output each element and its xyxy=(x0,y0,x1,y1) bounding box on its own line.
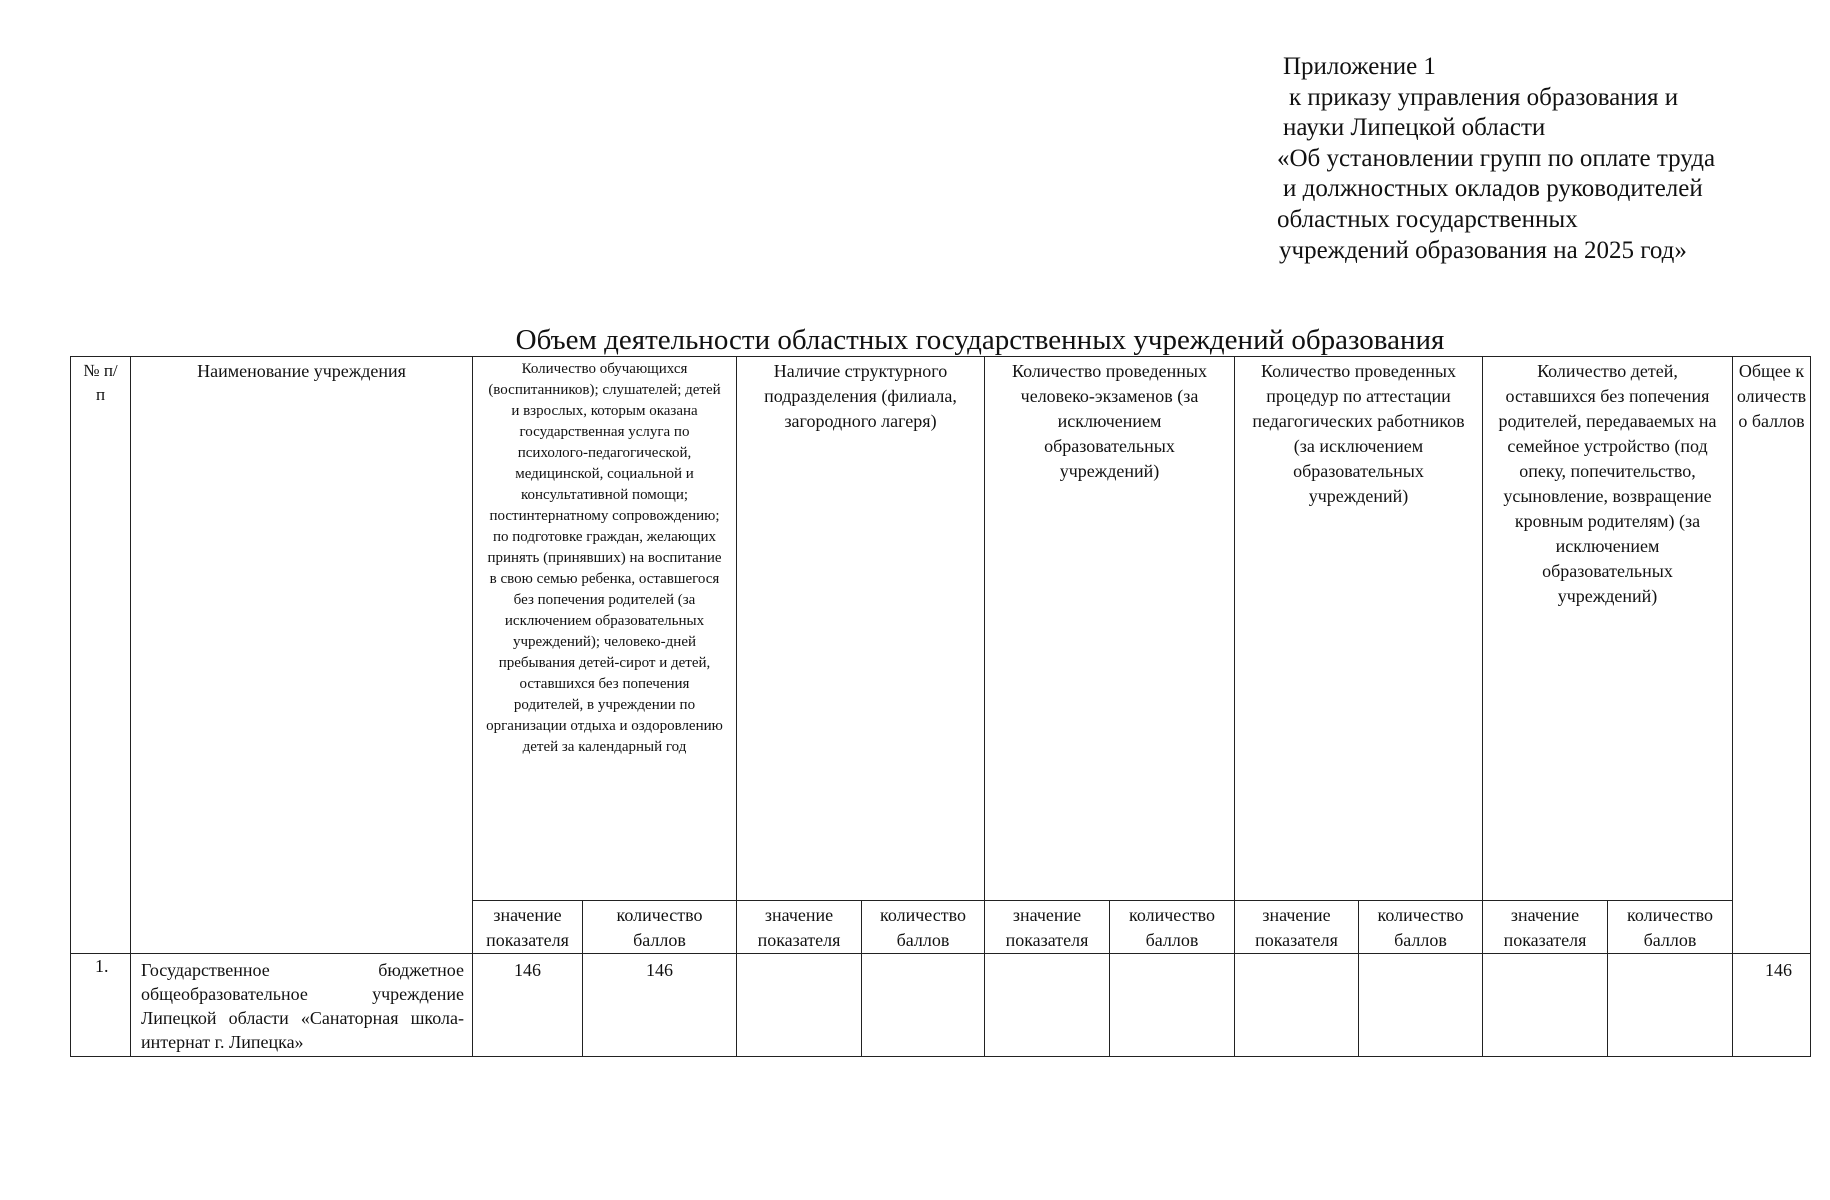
header-name: Наименование учреждения xyxy=(131,357,473,954)
institution-name: Государственное бюджетное общеобразовательное учреждение Липецкой области «Санаторная школа-интернат г. Липецка» xyxy=(131,954,473,1057)
appendix-line: к приказу управления образования и xyxy=(1289,83,1679,111)
subheader-value: значение показателя xyxy=(1483,901,1608,954)
subheader-value: значение показателя xyxy=(737,901,862,954)
appendix-line: Приложение 1 xyxy=(1283,53,1436,80)
table-row xyxy=(71,954,1811,1057)
exams-value xyxy=(985,954,1110,1057)
exams-points xyxy=(1110,954,1235,1057)
students-value: 146 xyxy=(473,954,583,1057)
structural-unit-points xyxy=(862,954,985,1057)
subheader-points: количество баллов xyxy=(862,901,985,954)
children-value xyxy=(1483,954,1608,1057)
subheader-value: значение показателя xyxy=(985,901,1110,954)
appendix-block xyxy=(1277,52,1803,266)
subheader-points: количество баллов xyxy=(1359,901,1483,954)
header-total-points: Общее количество баллов xyxy=(1733,357,1811,954)
appendix-line: учреждений образования на 2025 год» xyxy=(1279,236,1687,264)
header-attestation-count: Количество проведенных процедур по аттестации педагогических работников (за исключением образовательных учреждений) xyxy=(1235,357,1483,901)
header-structural-unit: Наличие структурного подразделения (филиала, загородного лагеря) xyxy=(737,357,985,901)
attestation-points xyxy=(1359,954,1483,1057)
attestation-value xyxy=(1235,954,1359,1057)
subheader-points: количество баллов xyxy=(1608,901,1733,954)
total-points: 146 xyxy=(1733,954,1811,1057)
appendix-line: областных государственных xyxy=(1277,205,1578,233)
subheader-points: количество баллов xyxy=(1110,901,1235,954)
header-children-count: Количество детей, оставшихся без попечения родителей, передаваемых на семейное устройство (под опеку, попечительство, усыновление, возвращение кровным родителям) (за исключением образовательных учреждений) xyxy=(1483,357,1733,901)
header-num: № п/п xyxy=(71,357,131,954)
row-number: 1. xyxy=(71,954,131,1057)
subheader-value: значение показателя xyxy=(1235,901,1359,954)
children-points xyxy=(1608,954,1733,1057)
appendix-line: науки Липецкой области xyxy=(1283,114,1546,142)
students-points: 146 xyxy=(583,954,737,1057)
header-exams-count: Количество проведенных человеко-экзаменов (за исключением образовательных учреждений) xyxy=(985,357,1235,901)
document-title: Объем деятельности областных государственных учреждений образования xyxy=(515,324,1445,356)
appendix-line: «Об установлении групп по оплате труда xyxy=(1277,144,1716,172)
activity-table xyxy=(70,356,1811,1057)
header-students-count: Количество обучающихся (воспитанников); слушателей; детей и взрослых, которым оказана государственная услуга по психолого-педагогической, медицинской, социальной и консультативной помощи; постинтернатному сопровождению; по подготовке граждан, желающих принять (принявших) на воспитание в свою семью ребенка, оставшегося без попечения родителей (за исключением образовательных учреждений); человеко-дней пребывания детей-сирот и детей, оставшихся без попечения родителей, в учреждении по организации отдыха и оздоровлению детей за календарный год xyxy=(473,357,737,901)
subheader-points: количество баллов xyxy=(583,901,737,954)
structural-unit-value xyxy=(737,954,862,1057)
header-row xyxy=(71,357,1811,901)
subheader-value: значение показателя xyxy=(473,901,583,954)
appendix-line: и должностных окладов руководителей xyxy=(1283,175,1703,203)
